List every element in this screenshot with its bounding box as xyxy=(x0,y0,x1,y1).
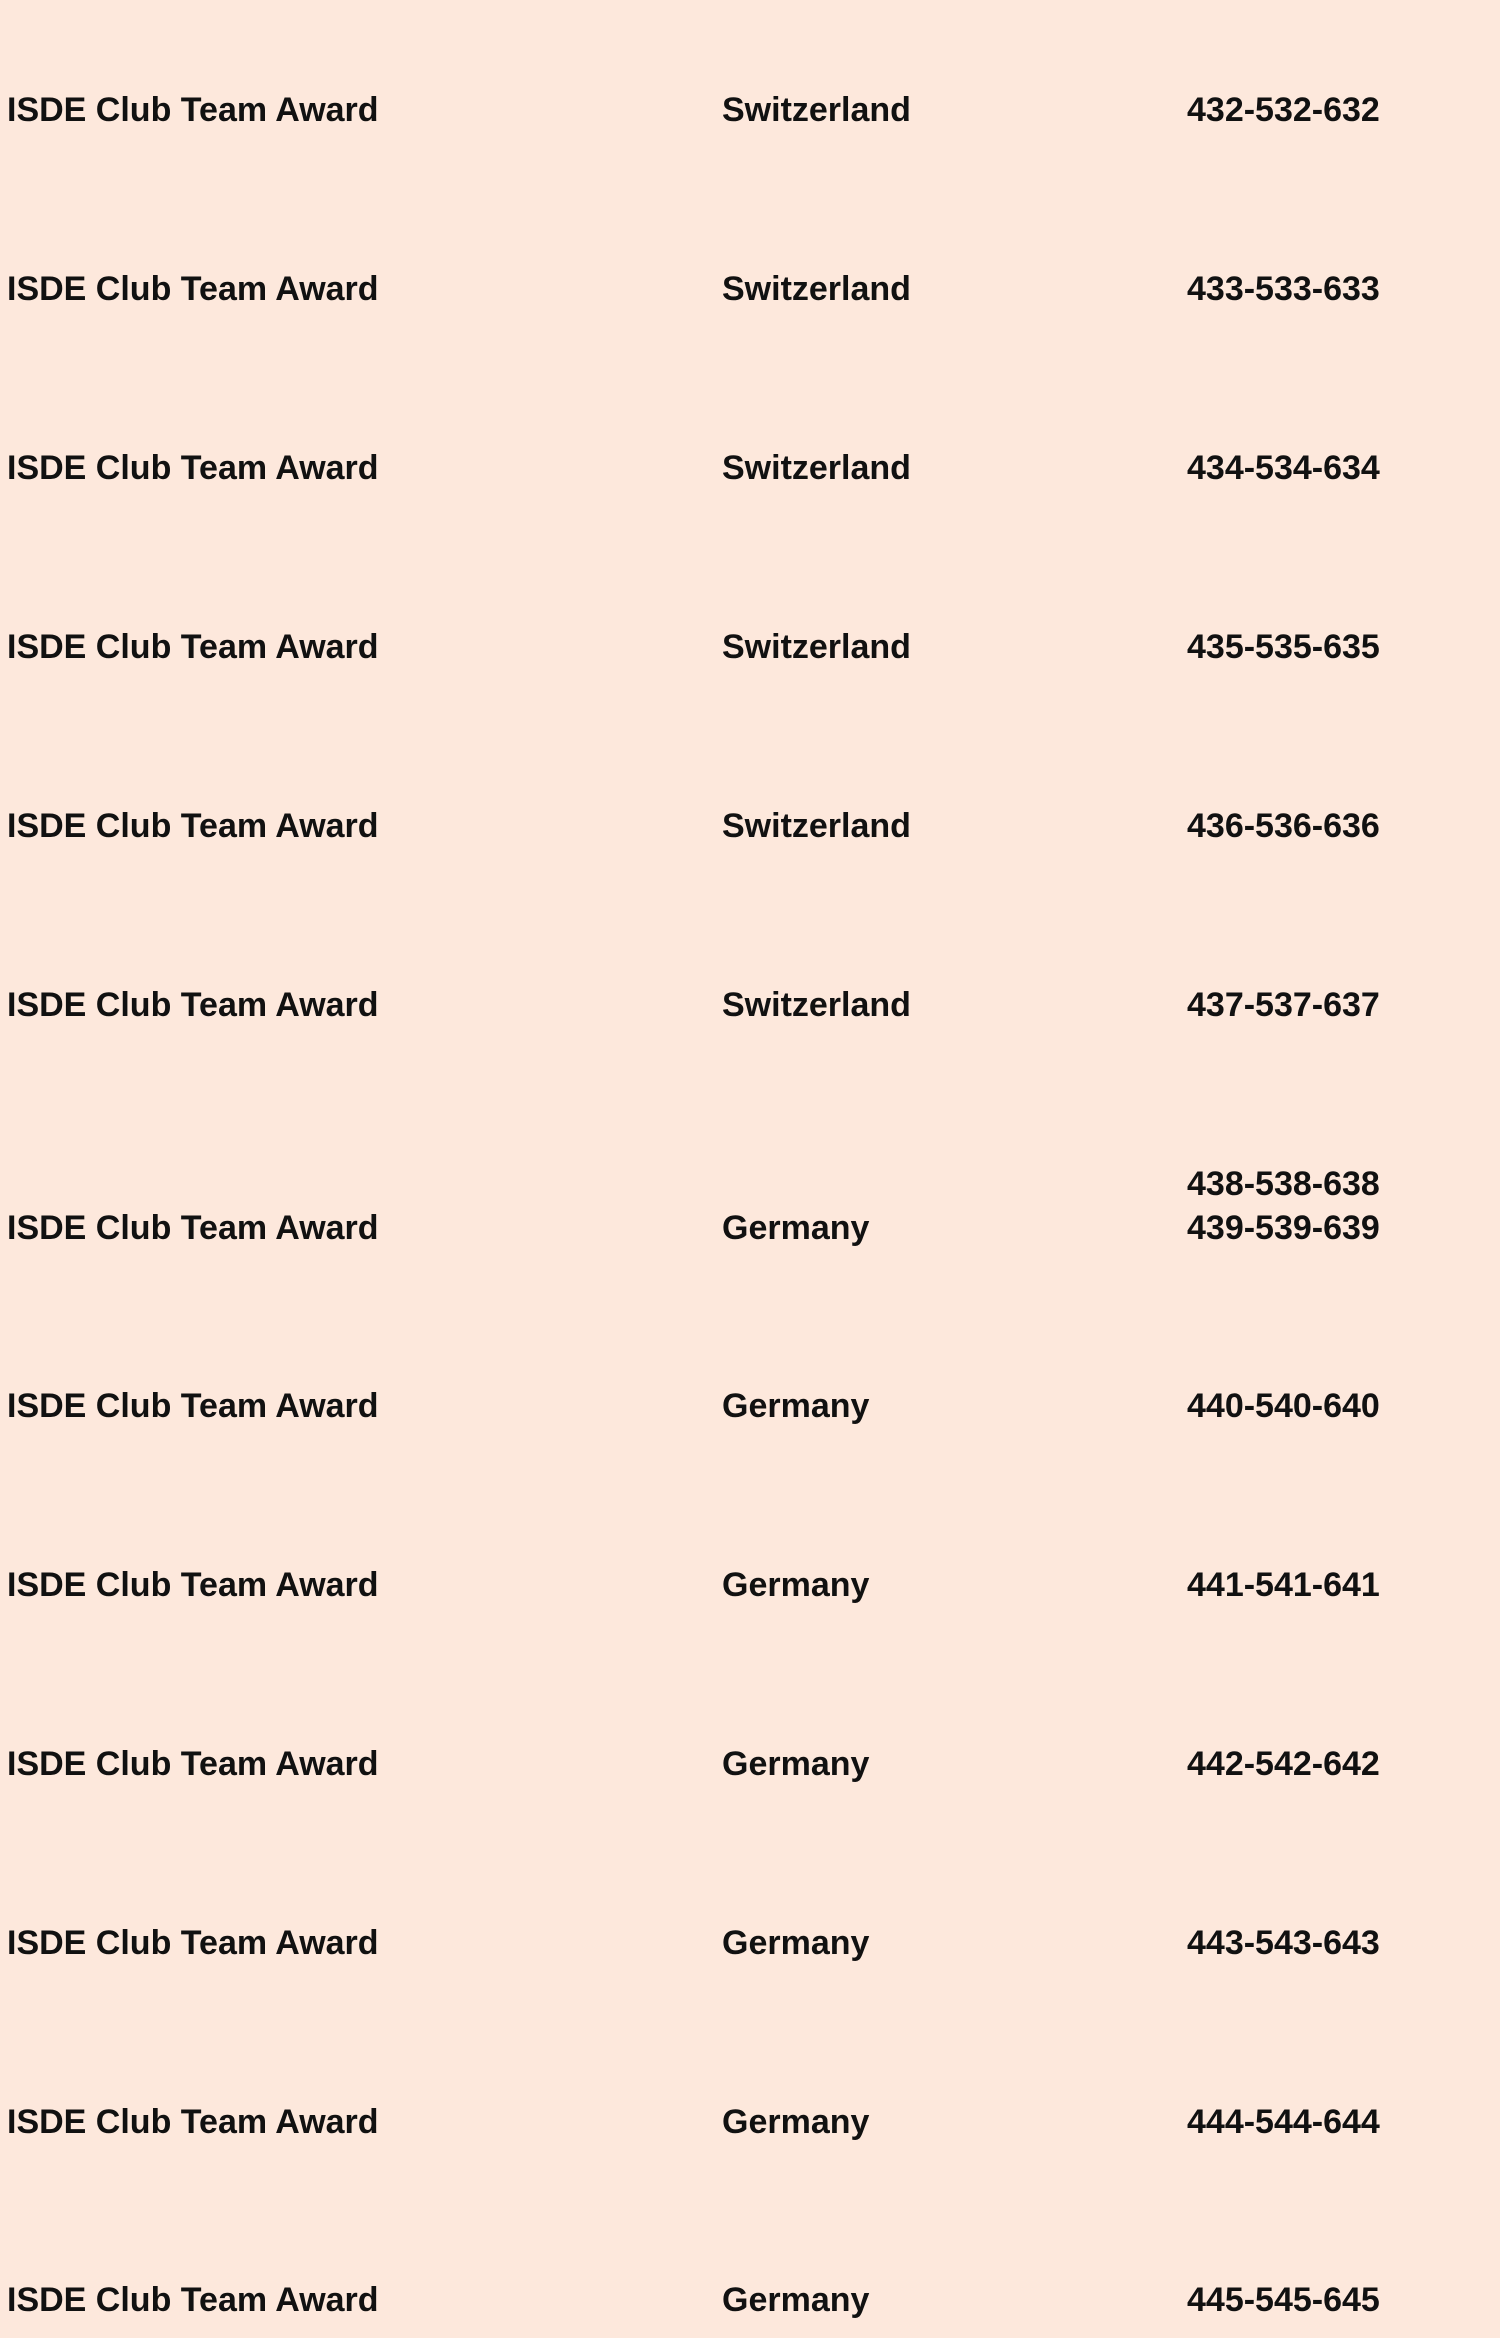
award-name: ISDE Club Team Award xyxy=(7,1209,379,1247)
code-number xyxy=(1187,88,1380,132)
code-line: 437-537-637 xyxy=(1187,986,1380,1024)
table-row xyxy=(0,2278,1500,2338)
code-number xyxy=(1187,267,1380,311)
country-name: Germany xyxy=(722,1387,870,1425)
code-line: 438-538-638 xyxy=(1187,1165,1380,1203)
code-line: 441-541-641 xyxy=(1187,1566,1380,1604)
award-name: ISDE Club Team Award xyxy=(7,1566,379,1604)
award-name: ISDE Club Team Award xyxy=(7,628,379,666)
table-row xyxy=(0,625,1500,685)
award-name: ISDE Club Team Award xyxy=(7,1745,379,1783)
code-line: 436-536-636 xyxy=(1187,807,1380,845)
code-number xyxy=(1187,625,1380,669)
table-row xyxy=(0,983,1500,1043)
award-name: ISDE Club Team Award xyxy=(7,2281,379,2319)
code-line: 445-545-645 xyxy=(1187,2281,1380,2319)
country-name: Germany xyxy=(722,1566,870,1604)
code-number xyxy=(1187,1384,1380,1428)
code-number xyxy=(1187,1563,1380,1607)
award-name: ISDE Club Team Award xyxy=(7,807,379,845)
table-row xyxy=(0,804,1500,864)
country-name: Germany xyxy=(722,1745,870,1783)
award-name: ISDE Club Team Award xyxy=(7,449,379,487)
code-line: 443-543-643 xyxy=(1187,1924,1380,1962)
code-line: 434-534-634 xyxy=(1187,449,1380,487)
table-row xyxy=(0,1384,1500,1444)
country-name: Germany xyxy=(722,2103,870,2141)
code-number xyxy=(1187,2278,1380,2322)
code-line: 433-533-633 xyxy=(1187,270,1380,308)
code-line: 432-532-632 xyxy=(1187,91,1380,129)
table-row xyxy=(0,446,1500,506)
country-name: Germany xyxy=(722,2281,870,2319)
country-name: Switzerland xyxy=(722,807,911,845)
award-name: ISDE Club Team Award xyxy=(7,2103,379,2141)
code-number xyxy=(1187,804,1380,848)
country-name: Switzerland xyxy=(722,628,911,666)
code-number xyxy=(1187,2100,1380,2144)
country-name: Germany xyxy=(722,1924,870,1962)
code-number xyxy=(1187,983,1380,1027)
award-name: ISDE Club Team Award xyxy=(7,270,379,308)
code-number xyxy=(1187,446,1380,490)
table-row xyxy=(0,1162,1500,1247)
country-name: Germany xyxy=(722,1209,870,1247)
table-row xyxy=(0,2100,1500,2160)
country-name: Switzerland xyxy=(722,270,911,308)
award-name: ISDE Club Team Award xyxy=(7,1387,379,1425)
country-name: Switzerland xyxy=(722,986,911,1024)
award-name: ISDE Club Team Award xyxy=(7,986,379,1024)
table-row xyxy=(0,1921,1500,1981)
code-number xyxy=(1187,1742,1380,1786)
country-name: Switzerland xyxy=(722,91,911,129)
table-row xyxy=(0,88,1500,148)
code-line: 444-544-644 xyxy=(1187,2103,1380,2141)
code-line: 440-540-640 xyxy=(1187,1387,1380,1425)
table-row xyxy=(0,267,1500,327)
code-number xyxy=(1187,1921,1380,1965)
code-line: 439-539-639 xyxy=(1187,1209,1380,1247)
country-name: Switzerland xyxy=(722,449,911,487)
code-number xyxy=(1187,1162,1380,1250)
award-name: ISDE Club Team Award xyxy=(7,91,379,129)
table-row xyxy=(0,1742,1500,1802)
table-row xyxy=(0,1563,1500,1623)
code-line: 435-535-635 xyxy=(1187,628,1380,666)
code-line: 442-542-642 xyxy=(1187,1745,1380,1783)
award-name: ISDE Club Team Award xyxy=(7,1924,379,1962)
